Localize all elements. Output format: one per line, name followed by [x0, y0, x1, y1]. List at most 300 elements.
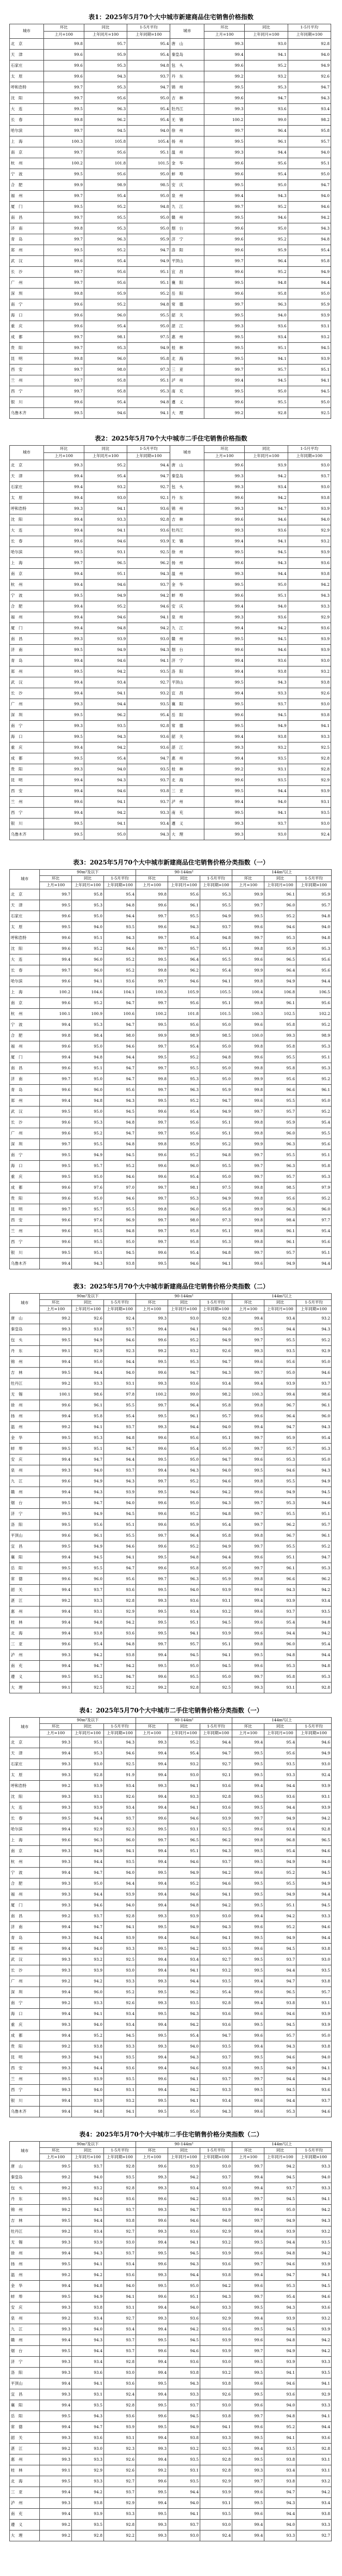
value-cell: 99.7 — [136, 1476, 168, 1487]
value-cell: 99.6 — [204, 775, 245, 786]
value-cell: 93.6 — [288, 623, 331, 634]
value-cell: 99.7 — [136, 998, 168, 1009]
value-cell: 95.4 — [168, 1248, 200, 1259]
value-cell: 94.0 — [245, 797, 288, 808]
value-cell: 94.3 — [200, 2292, 232, 2302]
value-cell: 94.7 — [264, 1422, 296, 1433]
header-mom-base: 上月=100 — [40, 882, 72, 889]
value-cell: 99.5 — [232, 1748, 264, 1759]
city-cell: 海 口 — [10, 310, 44, 321]
table-row — [10, 590, 331, 601]
value-cell: 95.1 — [264, 1552, 296, 1563]
city-cell: 成 都 — [10, 1183, 40, 1193]
city-cell: 秦皇岛 — [10, 1324, 40, 1335]
header-yoy: 同比 — [245, 446, 288, 453]
city-cell: 南 京 — [10, 1846, 40, 1857]
header-mom: 环比 — [204, 24, 245, 32]
value-cell: 94.9 — [296, 1476, 332, 1487]
header-area-group: 90m²及以下 — [40, 1294, 136, 1300]
city-cell: 无 锡 — [170, 536, 204, 547]
value-cell: 98.2 — [288, 115, 331, 126]
value-cell: 94.8 — [296, 911, 332, 922]
value-cell: 99.8 — [43, 115, 84, 126]
value-cell: 99.6 — [43, 256, 84, 267]
table-row — [10, 1433, 332, 1444]
value-cell: 95.4 — [84, 397, 127, 408]
value-cell: 97.9 — [296, 1183, 332, 1193]
city-cell: 大 理 — [10, 1683, 40, 1693]
value-cell: 94.9 — [127, 256, 170, 267]
value-cell: 99.8 — [232, 1183, 264, 1193]
header-yoy-base: 上年同月=100 — [168, 1306, 200, 1313]
value-cell: 99.4 — [136, 2357, 168, 2368]
value-cell: 94.2 — [84, 808, 127, 819]
value-cell: 99.6 — [232, 2422, 264, 2433]
city-cell: 天 津 — [10, 1748, 40, 1759]
city-cell: 长 春 — [10, 1813, 40, 1824]
table-title: 表1：2025年5月70个大中城市新建商品住宅销售价格指数 — [88, 13, 254, 21]
table-row — [10, 191, 331, 202]
value-cell: 94.8 — [127, 397, 170, 408]
value-cell: 93.7 — [200, 2052, 232, 2063]
value-cell: 93.7 — [200, 922, 232, 933]
value-cell: 95.5 — [200, 954, 232, 965]
header-mom: 环比 — [232, 876, 264, 882]
value-cell: 93.8 — [264, 1998, 296, 2009]
value-cell: 94.7 — [168, 1368, 200, 1378]
value-cell: 93.8 — [296, 1976, 332, 1987]
value-cell: 94.0 — [296, 2172, 332, 2183]
value-cell: 94.3 — [127, 645, 170, 656]
city-cell: 南 充 — [10, 2509, 40, 2520]
value-cell: 99.5 — [136, 2281, 168, 2292]
value-cell: 96.3 — [84, 104, 127, 115]
value-cell: 95.2 — [127, 289, 170, 299]
value-cell: 93.8 — [72, 1324, 104, 1335]
city-cell: 扬 州 — [170, 558, 204, 569]
value-cell: 95.4 — [168, 1172, 200, 1183]
city-cell: 惠 州 — [170, 332, 204, 343]
value-cell: 99.5 — [232, 1878, 264, 1889]
value-cell: 99.6 — [43, 50, 84, 60]
value-cell: 93.7 — [104, 2346, 136, 2357]
city-cell: 青 岛 — [10, 1933, 40, 1944]
value-cell: 99.4 — [40, 2009, 72, 2020]
value-cell: 99.5 — [136, 1259, 168, 1269]
value-cell: 94.7 — [72, 1498, 104, 1509]
value-cell: 99.3 — [43, 504, 84, 514]
value-cell: 95.3 — [296, 1172, 332, 1183]
value-cell: 95.3 — [296, 1672, 332, 1683]
value-cell: 92.8 — [288, 764, 331, 775]
value-cell: 99.3 — [136, 2530, 168, 2541]
value-cell: 94.4 — [127, 460, 170, 471]
value-cell: 93.9 — [296, 2020, 332, 2031]
value-cell: 95.2 — [168, 1096, 200, 1107]
value-cell: 99.5 — [43, 819, 84, 829]
value-cell: 94.9 — [72, 2292, 104, 2302]
value-cell: 99.7 — [136, 1226, 168, 1237]
value-cell: 92.8 — [200, 1998, 232, 2009]
value-cell: 96.0 — [104, 1835, 136, 1846]
value-cell: 95.2 — [72, 1672, 104, 1683]
value-cell: 94.1 — [84, 797, 127, 808]
value-cell: 99.3 — [40, 1802, 72, 1813]
value-cell: 94.8 — [72, 1096, 104, 1107]
value-cell: 99.6 — [40, 1476, 72, 1487]
value-cell: 99.8 — [232, 1476, 264, 1487]
value-cell: 92.8 — [104, 2357, 136, 2368]
value-cell: 99.5 — [204, 354, 245, 365]
value-cell: 93.0 — [127, 634, 170, 645]
value-cell: 92.1 — [127, 493, 170, 504]
value-cell: 99.6 — [232, 2509, 264, 2520]
table-row — [10, 1541, 332, 1552]
table-row — [10, 1650, 332, 1661]
value-cell: 93.9 — [288, 634, 331, 645]
value-cell: 92.8 — [168, 1683, 200, 1693]
city-cell: 上 海 — [10, 558, 44, 569]
value-cell: 95.7 — [245, 365, 288, 375]
value-cell: 95.4 — [264, 1846, 296, 1857]
value-cell: 94.9 — [168, 1868, 200, 1878]
value-cell: 99.6 — [232, 2335, 264, 2346]
city-cell: 锦 州 — [170, 504, 204, 514]
value-cell: 94.8 — [104, 1117, 136, 1128]
value-cell: 99.6 — [40, 944, 72, 954]
value-cell: 92.9 — [200, 2313, 232, 2324]
table-row — [10, 829, 331, 840]
value-cell: 99.6 — [43, 60, 84, 71]
value-cell: 99.6 — [136, 1335, 168, 1346]
value-cell: 99.8 — [136, 1139, 168, 1150]
value-cell: 93.9 — [200, 2335, 232, 2346]
value-cell: 94.0 — [84, 764, 127, 775]
value-cell: 94.9 — [264, 2216, 296, 2226]
value-cell: 94.6 — [168, 1813, 200, 1824]
value-cell: 99.5 — [136, 2009, 168, 2020]
value-cell: 99.4 — [204, 50, 245, 60]
table-row — [10, 504, 331, 514]
value-cell: 95.2 — [84, 460, 127, 471]
value-cell: 99.5 — [40, 2411, 72, 2422]
value-cell: 99.4 — [40, 2107, 72, 2117]
value-cell: 99.7 — [232, 1248, 264, 1259]
value-cell: 99.4 — [43, 612, 84, 623]
value-cell: 94.6 — [296, 1368, 332, 1378]
value-cell: 99.5 — [232, 2368, 264, 2378]
value-cell: 99.5 — [43, 104, 84, 115]
value-cell: 99.5 — [40, 1813, 72, 1824]
city-cell: 南 京 — [10, 147, 44, 158]
value-cell: 94.1 — [200, 976, 232, 987]
value-cell: 99.7 — [43, 332, 84, 343]
value-cell: 99.6 — [40, 1041, 72, 1052]
value-cell: 93.4 — [104, 1781, 136, 1792]
value-cell: 94.6 — [168, 2346, 200, 2357]
value-cell: 99.5 — [232, 1792, 264, 1802]
value-cell: 93.3 — [264, 2530, 296, 2541]
value-cell: 99.3 — [232, 1346, 264, 1357]
table-row — [10, 1585, 332, 1596]
value-cell: 94.1 — [84, 504, 127, 514]
value-cell: 94.9 — [264, 1857, 296, 1868]
value-cell: 94.5 — [264, 2194, 296, 2205]
table-row — [10, 1020, 332, 1031]
value-cell: 99.6 — [136, 2161, 168, 2172]
value-cell: 95.4 — [104, 889, 136, 900]
value-cell: 99.4 — [43, 677, 84, 688]
value-cell: 99.7 — [136, 1531, 168, 1541]
city-cell: 重 庆 — [10, 321, 44, 332]
header-row — [10, 882, 332, 889]
value-cell: 93.0 — [200, 1911, 232, 1922]
city-cell: 平顶山 — [170, 677, 204, 688]
value-cell: 99.5 — [40, 2346, 72, 2357]
value-cell: 99.3 — [136, 1911, 168, 1922]
table-row — [10, 998, 332, 1009]
value-cell: 99.8 — [232, 1400, 264, 1411]
city-cell: 武 汉 — [10, 256, 44, 267]
table-row — [10, 1378, 332, 1389]
header-ytd-base: 上年同期=100 — [296, 882, 332, 889]
value-cell: 96.2 — [200, 1835, 232, 1846]
value-cell: 93.3 — [72, 1378, 104, 1389]
table-row — [10, 482, 331, 493]
value-cell: 99.3 — [40, 1900, 72, 1911]
value-cell: 94.6 — [168, 1933, 200, 1944]
value-cell: 93.4 — [104, 1802, 136, 1813]
value-cell: 94.4 — [264, 2237, 296, 2248]
value-cell: 96.5 — [84, 558, 127, 569]
value-cell: 99.3 — [204, 743, 245, 753]
table-row — [10, 354, 331, 365]
table-row — [10, 1617, 332, 1628]
value-cell: 94.7 — [104, 1128, 136, 1139]
value-cell: 91.9 — [104, 1770, 136, 1781]
value-cell: 95.2 — [264, 1922, 296, 1933]
value-cell: 94.2 — [84, 666, 127, 677]
header-mom: 环比 — [40, 1724, 72, 1730]
value-cell: 93.4 — [245, 332, 288, 343]
value-cell: 99.3 — [40, 1933, 72, 1944]
city-cell: 石家庄 — [10, 60, 44, 71]
value-cell: 99.5 — [40, 2194, 72, 2205]
table-row — [10, 1313, 332, 1324]
value-cell: 99.5 — [40, 1161, 72, 1172]
table-row — [10, 1889, 332, 1900]
value-cell: 94.2 — [296, 2346, 332, 2357]
value-cell: 95.0 — [245, 180, 288, 191]
value-cell: 99.7 — [136, 933, 168, 944]
table-row — [10, 1335, 332, 1346]
value-cell: 93.4 — [168, 1954, 200, 1965]
table-row — [10, 147, 331, 158]
table-row — [10, 1944, 332, 1954]
table-row — [10, 343, 331, 354]
value-cell: 93.0 — [296, 1954, 332, 1965]
value-cell: 95.0 — [168, 1454, 200, 1465]
table-row — [10, 2346, 332, 2357]
value-cell: 98.1 — [168, 1183, 200, 1193]
value-cell: 99.4 — [40, 1259, 72, 1269]
value-cell: 93.5 — [104, 1857, 136, 1868]
value-cell: 94.9 — [72, 1846, 104, 1857]
value-cell: 94.7 — [245, 504, 288, 514]
value-cell: 105.5 — [200, 987, 232, 998]
value-cell: 95.1 — [127, 147, 170, 158]
value-cell: 99.6 — [136, 1672, 168, 1683]
value-cell: 93.7 — [264, 1607, 296, 1617]
header-area-group: 90m²及以下 — [40, 2142, 136, 2148]
city-cell: 济 南 — [10, 1922, 40, 1933]
city-cell: 丹 东 — [10, 1346, 40, 1357]
value-cell: 99.5 — [43, 710, 84, 721]
value-cell: 93.5 — [296, 1965, 332, 1976]
value-cell: 99.6 — [204, 710, 245, 721]
city-cell: 烟 台 — [170, 645, 204, 656]
city-cell: 包 头 — [170, 482, 204, 493]
value-cell: 93.8 — [296, 1944, 332, 1954]
value-cell: 94.1 — [168, 2074, 200, 2085]
value-cell: 99.4 — [40, 1661, 72, 1672]
table-row — [10, 1422, 332, 1433]
city-cell: 北 海 — [170, 354, 204, 365]
value-cell: 99.5 — [136, 1411, 168, 1422]
value-cell: 94.7 — [127, 245, 170, 256]
header-mom-base: 上月=100 — [136, 1306, 168, 1313]
value-cell: 99.7 — [232, 1150, 264, 1161]
value-cell: 92.9 — [72, 2465, 104, 2476]
value-cell: 99.5 — [40, 1498, 72, 1509]
value-cell: 99.4 — [232, 2183, 264, 2194]
value-cell: 99.3 — [40, 1324, 72, 1335]
city-cell: 贵 阳 — [10, 2041, 40, 2052]
value-cell: 99.5 — [43, 408, 84, 419]
value-cell: 99.3 — [40, 1846, 72, 1857]
value-cell: 93.9 — [127, 536, 170, 547]
value-cell: 95.3 — [72, 1748, 104, 1759]
table-row — [10, 1183, 332, 1193]
value-cell: 95.7 — [84, 39, 127, 50]
value-cell: 94.2 — [168, 2085, 200, 2096]
city-cell: 福 州 — [10, 191, 44, 202]
value-cell: 95.5 — [104, 1204, 136, 1215]
value-cell: 99.5 — [232, 2389, 264, 2400]
value-cell: 95.0 — [127, 213, 170, 223]
value-cell: 99.3 — [40, 2389, 72, 2400]
value-cell: 99.7 — [136, 1574, 168, 1585]
value-cell: 99.5 — [204, 82, 245, 93]
value-cell: 99.2 — [40, 2530, 72, 2541]
table-row — [10, 2205, 332, 2216]
value-cell: 94.0 — [264, 2400, 296, 2411]
table-row — [10, 2237, 332, 2248]
value-cell: 99.3 — [40, 1954, 72, 1965]
value-cell: 93.8 — [288, 677, 331, 688]
city-cell: 深 圳 — [10, 1139, 40, 1150]
city-cell: 扬 州 — [10, 1411, 40, 1422]
value-cell: 94.2 — [127, 590, 170, 601]
value-cell: 99.4 — [136, 2237, 168, 2248]
city-cell: 宁 波 — [10, 1868, 40, 1878]
value-cell: 94.8 — [200, 1150, 232, 1161]
value-cell: 95.3 — [296, 1563, 332, 1574]
value-cell: 99.7 — [40, 1139, 72, 1150]
city-cell: 南 充 — [170, 386, 204, 397]
value-cell: 96.0 — [72, 1987, 104, 1998]
value-cell: 98.9 — [84, 180, 127, 191]
value-cell: 99.4 — [40, 1096, 72, 1107]
value-cell: 99.7 — [204, 365, 245, 375]
header-ytd-base: 上年同期=100 — [200, 1306, 232, 1313]
value-cell: 101.8 — [84, 158, 127, 169]
value-cell: 94.6 — [245, 514, 288, 525]
value-cell: 95.6 — [84, 147, 127, 158]
value-cell: 99.4 — [40, 2422, 72, 2433]
table-row — [10, 408, 331, 419]
value-cell: 95.2 — [168, 1878, 200, 1889]
value-cell: 92.7 — [127, 677, 170, 688]
value-cell: 92.4 — [104, 2389, 136, 2400]
header-yoy-base: 上年同月=100 — [264, 1306, 296, 1313]
city-cell: 北 海 — [10, 1628, 40, 1639]
header-ytd-base: 上年同期=100 — [200, 882, 232, 889]
value-cell: 93.7 — [245, 819, 288, 829]
table-row — [10, 397, 331, 408]
value-cell: 99.5 — [136, 2422, 168, 2433]
value-cell: 99.7 — [232, 2216, 264, 2226]
value-cell: 94.4 — [104, 911, 136, 922]
table-row — [10, 493, 331, 504]
value-cell: 99.7 — [43, 365, 84, 375]
value-cell: 93.6 — [245, 321, 288, 332]
value-cell: 99.5 — [136, 2378, 168, 2389]
value-cell: 92.8 — [72, 1770, 104, 1781]
value-cell: 99.5 — [136, 1487, 168, 1498]
value-cell: 99.9 — [232, 889, 264, 900]
city-cell: 韶 关 — [10, 2433, 40, 2444]
header-mom-base: 上月=100 — [136, 2154, 168, 2161]
value-cell: 99.4 — [40, 1411, 72, 1422]
table-row — [10, 2216, 332, 2226]
value-cell: 94.2 — [245, 623, 288, 634]
city-cell: 南 昌 — [10, 1063, 40, 1074]
value-cell: 99.5 — [232, 2237, 264, 2248]
value-cell: 93.5 — [104, 2172, 136, 2183]
value-cell: 93.0 — [104, 2368, 136, 2378]
value-cell: 98.5 — [264, 1183, 296, 1193]
value-cell: 99.8 — [43, 354, 84, 365]
value-cell: 92.4 — [288, 829, 331, 840]
value-cell: 93.5 — [168, 2454, 200, 2465]
city-cell: 兰 州 — [10, 797, 44, 808]
value-cell: 99.9 — [232, 1074, 264, 1085]
value-cell: 100.1 — [40, 1389, 72, 1400]
value-cell: 93.3 — [245, 688, 288, 699]
value-cell: 99.6 — [40, 933, 72, 944]
value-cell: 99.6 — [136, 2292, 168, 2302]
price-index-table — [9, 1717, 332, 2117]
value-cell: 95.7 — [296, 1520, 332, 1531]
value-cell: 99.7 — [232, 1563, 264, 1574]
value-cell: 96.3 — [264, 1204, 296, 1215]
header-yoy: 同比 — [168, 1300, 200, 1306]
table-row — [10, 656, 331, 666]
table-row — [10, 786, 331, 797]
value-cell: 95.5 — [72, 1139, 104, 1150]
value-cell: 99.4 — [40, 1987, 72, 1998]
